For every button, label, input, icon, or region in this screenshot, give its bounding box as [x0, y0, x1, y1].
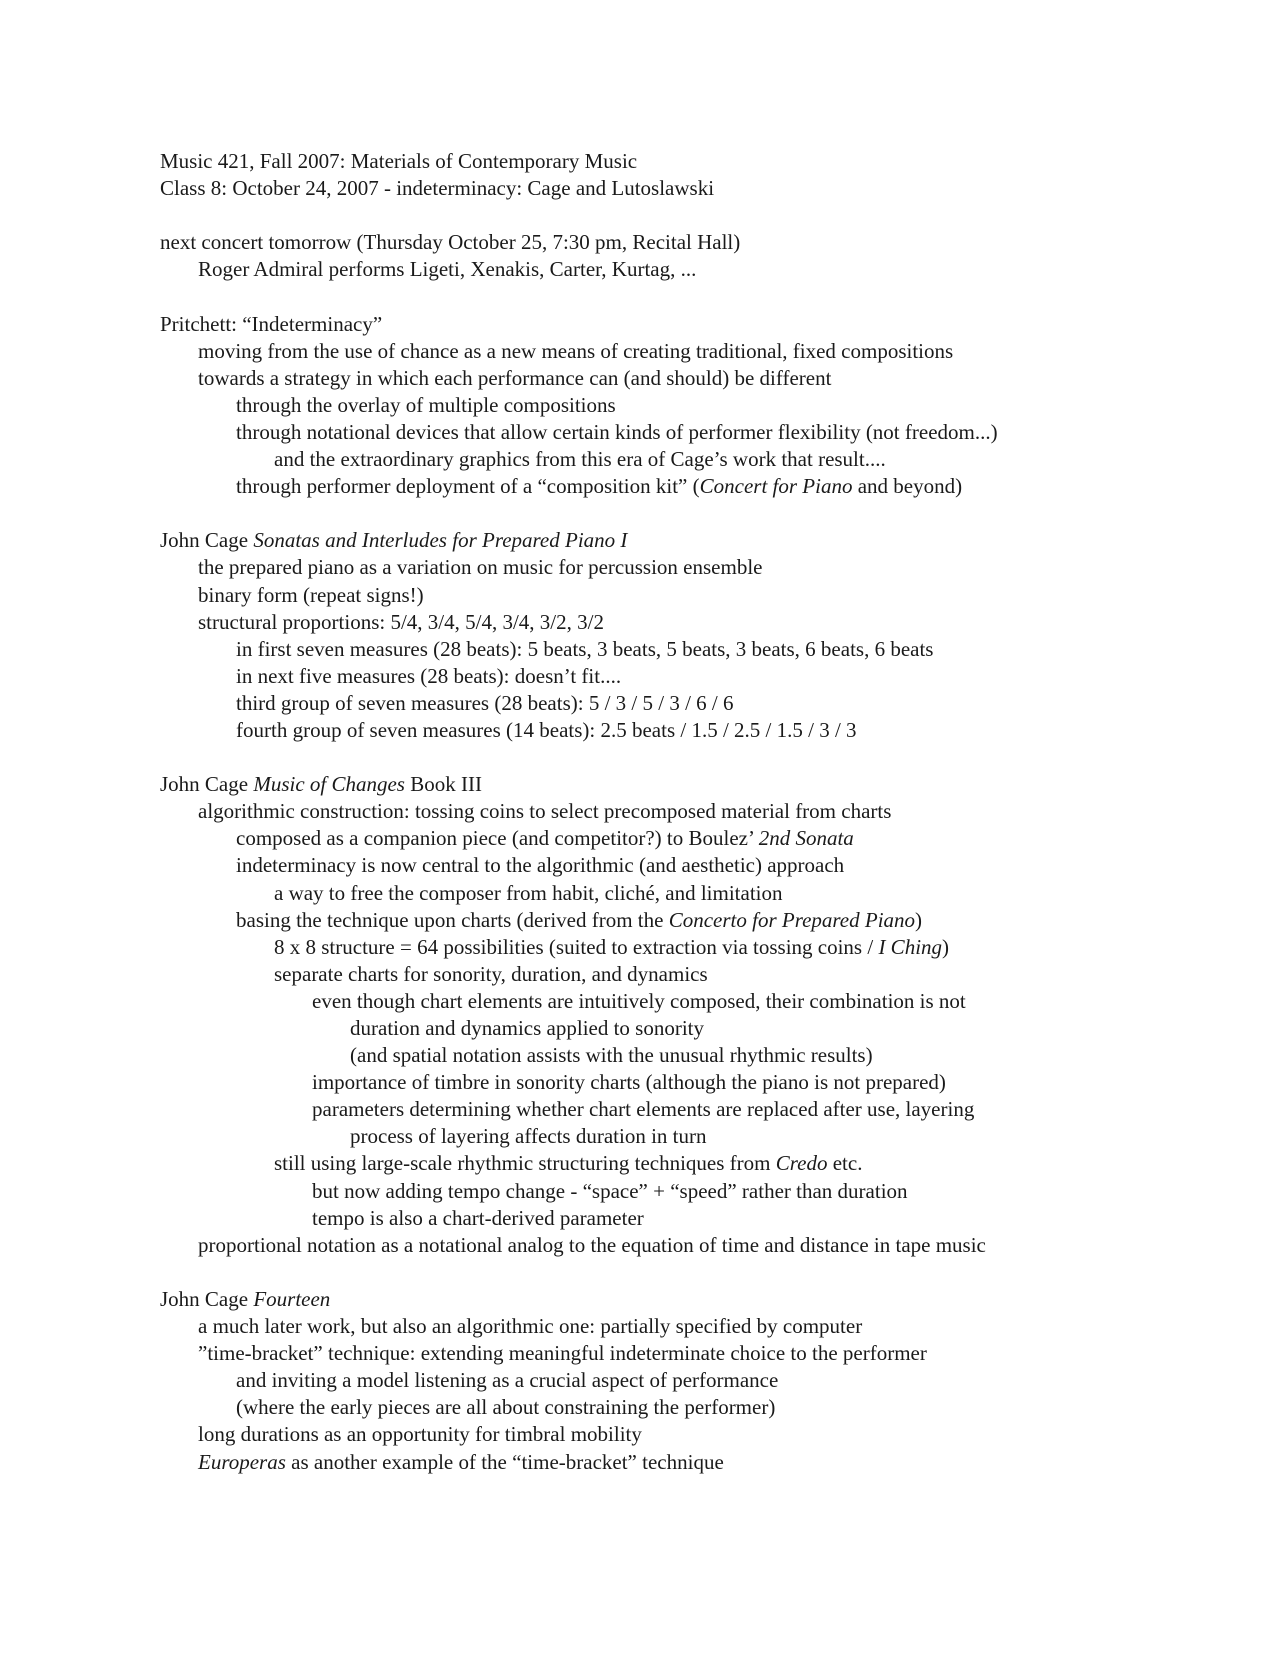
spacer — [160, 500, 1260, 527]
course-title: Music 421, Fall 2007: Materials of Contemporary Music — [160, 149, 638, 173]
outline-line — [160, 825, 1260, 852]
work-title: Concerto for Prepared Piano — [668, 907, 916, 932]
text-run: ) — [915, 907, 923, 932]
fourteen-heading — [160, 1286, 1260, 1313]
text-run: 8 x 8 structure = 64 possibilities (suited to extraction via tossing coins / — [274, 934, 879, 959]
text-run: John Cage — [160, 772, 254, 797]
text-run: still using large-scale rhythmic structuring techniques from — [274, 1151, 776, 1176]
outline-line — [160, 907, 1260, 934]
outline-line: third group of seven measures (28 beats): 5 / 3 / 5 / 3 / 6 / 6 — [236, 690, 734, 715]
class-title: Class 8: October 24, 2007 - indeterminacy: Cage and Lutoslawski — [160, 176, 715, 201]
outline-line — [160, 473, 1260, 500]
outline-line: through notational devices that allow certain kinds of performer flexibility (not freedom...) — [236, 419, 998, 444]
concert-line: next concert tomorrow (Thursday October 25, 7:30 pm, Recital Hall) — [160, 230, 741, 255]
text-run: and beyond) — [852, 474, 963, 499]
outline-line: but now adding tempo change - “space” + “speed” rather than duration — [312, 1178, 908, 1203]
work-title: I Ching — [878, 934, 943, 959]
work-title: Fourteen — [253, 1286, 331, 1311]
outline-line: (and spatial notation assists with the unusual rhythmic results) — [350, 1043, 873, 1068]
outline-line — [160, 1150, 1260, 1177]
text-run: John Cage — [160, 1286, 254, 1311]
spacer — [160, 744, 1260, 771]
work-title: Sonatas and Interludes for Prepared Piano I — [253, 528, 628, 553]
outline-line: moving from the use of chance as a new means of creating traditional, fixed compositions — [198, 338, 954, 363]
outline-line — [160, 1449, 1260, 1476]
outline-line: and inviting a model listening as a crucial aspect of performance — [236, 1368, 779, 1393]
outline-line: a much later work, but also an algorithmic one: partially specified by computer — [198, 1314, 863, 1339]
spacer — [160, 202, 1260, 229]
outline-line: process of layering affects duration in turn — [350, 1124, 707, 1149]
text-run: as another example of the “time-bracket” technique — [285, 1449, 724, 1474]
text-run: basing the technique upon charts (derived from the — [236, 907, 669, 932]
outline-line: (where the early pieces are all about constraining the performer) — [236, 1395, 776, 1420]
outline-line: a way to free the composer from habit, cliché, and limitation — [274, 880, 783, 905]
lecture-notes — [160, 148, 1260, 1476]
outline-line: the prepared piano as a variation on music for percussion ensemble — [198, 555, 763, 580]
work-title: Concert for Piano — [699, 474, 853, 499]
work-title: Music of Changes — [253, 772, 405, 797]
work-title: Credo — [775, 1151, 828, 1176]
outline-line: duration and dynamics applied to sonority — [350, 1016, 705, 1040]
text-run: Book III — [404, 772, 482, 797]
sonatas-heading — [160, 527, 1260, 554]
outline-line: ”time-bracket” technique: extending meaningful indeterminate choice to the performer — [198, 1341, 927, 1366]
concert-performer-line: Roger Admiral performs Ligeti, Xenakis, Carter, Kurtag, ... — [198, 257, 697, 282]
outline-line: separate charts for sonority, duration, and dynamics — [274, 961, 708, 986]
text-run: John Cage — [160, 528, 254, 553]
text-run: ) — [942, 934, 950, 959]
spacer — [160, 1259, 1260, 1286]
outline-line: structural proportions: 5/4, 3/4, 5/4, 3/4, 3/2, 3/2 — [198, 609, 604, 634]
text-run: through performer deployment of a “composition kit” ( — [236, 474, 700, 499]
text-run: etc. — [827, 1151, 863, 1176]
music-of-changes-heading — [160, 771, 1260, 798]
outline-line: importance of timbre in sonority charts (although the piano is not prepared) — [312, 1070, 946, 1095]
work-title: Europeras — [198, 1449, 286, 1474]
outline-line: long durations as an opportunity for timbral mobility — [198, 1422, 642, 1447]
spacer — [160, 283, 1260, 310]
outline-line: fourth group of seven measures (14 beats): 2.5 beats / 1.5 / 2.5 / 1.5 / 3 / 3 — [236, 717, 857, 742]
outline-line: in first seven measures (28 beats): 5 beats, 3 beats, 5 beats, 3 beats, 6 beats, 6 beats — [236, 636, 934, 661]
outline-line: proportional notation as a notational analog to the equation of time and distance in tape music — [198, 1232, 986, 1257]
outline-line: towards a strategy in which each performance can (and should) be different — [198, 365, 832, 390]
outline-line: in next five measures (28 beats): doesn’t fit.... — [236, 663, 622, 688]
work-title: 2nd Sonata — [758, 826, 854, 851]
outline-line: tempo is also a chart-derived parameter — [312, 1205, 644, 1230]
outline-line: algorithmic construction: tossing coins to select precomposed material from charts — [198, 799, 892, 824]
outline-line: indeterminacy is now central to the algorithmic (and aesthetic) approach — [236, 853, 845, 878]
text-run: composed as a companion piece (and competitor?) to Boulez’ — [236, 826, 759, 851]
outline-line: even though chart elements are intuitively composed, their combination is not — [312, 988, 966, 1013]
outline-line — [160, 934, 1260, 961]
outline-line: parameters determining whether chart elements are replaced after use, layering — [312, 1097, 975, 1122]
outline-line: through the overlay of multiple compositions — [236, 392, 616, 417]
pritchett-heading: Pritchett: “Indeterminacy” — [160, 311, 383, 336]
outline-line: binary form (repeat signs!) — [198, 582, 424, 607]
outline-line: and the extraordinary graphics from this era of Cage’s work that result.... — [274, 447, 886, 472]
